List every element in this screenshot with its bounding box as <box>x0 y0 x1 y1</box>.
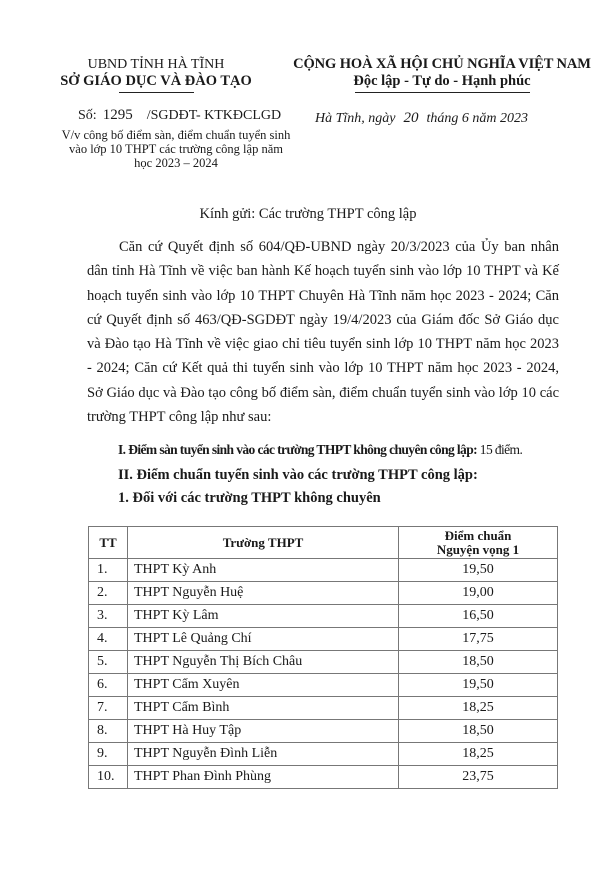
number-suffix: /SGDĐT- KTKĐCLGD <box>146 108 282 123</box>
header-score-line2: Nguyện vọng 1 <box>436 541 520 557</box>
row-school: THPT Nguyễn Đình Liễn <box>128 743 399 766</box>
row-score: 18,50 <box>399 720 558 743</box>
table-header-row <box>89 527 558 559</box>
row-tt: 3. <box>89 605 128 628</box>
row-school: THPT Kỳ Anh <box>128 559 399 582</box>
row-school: THPT Nguyễn Thị Bích Châu <box>128 651 399 674</box>
date-suffix: tháng 6 năm 2023 <box>426 111 528 126</box>
row-score: 23,75 <box>399 766 558 789</box>
section-floor-score <box>118 442 522 458</box>
row-tt: 2. <box>89 582 128 605</box>
number-value: 1295 <box>102 107 133 123</box>
row-school: THPT Kỳ Lâm <box>128 605 399 628</box>
row-score: 19,50 <box>399 559 558 582</box>
recipient-line: Kính gửi: Các trường THPT công lập <box>199 206 417 222</box>
row-score: 17,75 <box>399 628 558 651</box>
row-score: 16,50 <box>399 605 558 628</box>
row-tt: 1. <box>89 559 128 582</box>
body-paragraph: Căn cứ Quyết định số 604/QĐ-UBND ngày 20/3/2023 của Ủy ban nhân dân tỉnh Hà Tĩnh về việc ban hành Kế hoạch tuyển sinh vào lớp 10 THPT và Kế hoạch tuyển sinh vào lớp 10 THPT Chuyên Hà Tĩnh năm học 2023 - 2024; Căn cứ Quyết định số 463/QĐ-SGDĐT ngày 19/4/2023 của Giám đốc Sở Giáo dục và Đào tạo Hà Tĩnh về việc giao chỉ tiêu tuyển sinh lớp 10 THPT năm học 2023 - 2024; Căn cứ Kết quả thi tuyển sinh vào lớp 10 THPT năm học 2023 - 2024, Sở Giáo dục và Đào tạo công bố điểm sàn, điểm chuẩn tuyển sinh vào lớp 10 các trường THPT công lập như sau: <box>87 239 559 426</box>
motto-underline <box>355 92 530 93</box>
document-number <box>78 107 281 124</box>
table-row <box>89 697 558 720</box>
benchmark-score-table <box>88 526 558 789</box>
subsection-non-specialized-heading: 1. Đối với các trường THPT không chuyên <box>118 490 381 506</box>
table-row <box>89 605 558 628</box>
row-score: 18,25 <box>399 743 558 766</box>
table-row <box>89 743 558 766</box>
row-tt: 6. <box>89 674 128 697</box>
table-row <box>89 628 558 651</box>
row-score: 18,50 <box>399 651 558 674</box>
table-row <box>89 559 558 582</box>
issuing-agency-block <box>40 56 272 93</box>
row-school: THPT Hà Huy Tập <box>128 720 399 743</box>
row-tt: 10. <box>89 766 128 789</box>
row-tt: 9. <box>89 743 128 766</box>
row-school: THPT Nguyễn Huệ <box>128 582 399 605</box>
section-floor-score-label: I. Điểm sàn tuyển sinh vào các trường THPT không chuyên công lập: <box>118 442 478 457</box>
national-header-block <box>292 56 592 93</box>
row-tt: 4. <box>89 628 128 651</box>
row-school: THPT Phan Đình Phùng <box>128 766 399 789</box>
row-score: 19,00 <box>399 582 558 605</box>
number-label: Số: <box>78 108 97 123</box>
section-floor-score-value: 15 điểm. <box>477 442 523 457</box>
date-prefix: Hà Tĩnh, ngày <box>315 111 396 126</box>
row-tt: 8. <box>89 720 128 743</box>
agency-underline <box>119 92 194 93</box>
agency-parent: UBND TỈNH HÀ TĨNH <box>87 57 225 72</box>
header-score-line1: Điểm chuẩn <box>444 527 512 543</box>
national-motto: Độc lập - Tự do - Hạnh phúc <box>353 73 531 89</box>
row-school: THPT Cẩm Bình <box>128 697 399 720</box>
row-school: THPT Lê Quảng Chí <box>128 628 399 651</box>
header-score <box>399 527 558 559</box>
agency-name: SỞ GIÁO DỤC VÀ ĐÀO TẠO <box>60 73 252 89</box>
table-row <box>89 651 558 674</box>
table-row <box>89 674 558 697</box>
row-score: 19,50 <box>399 674 558 697</box>
row-tt: 5. <box>89 651 128 674</box>
header-tt: TT <box>89 527 128 559</box>
nation-title: CỘNG HOÀ XÃ HỘI CHỦ NGHĨA VIỆT NAM <box>293 56 591 72</box>
document-subject: V/v công bố điểm sàn, điểm chuẩn tuyển sinh vào lớp 10 THPT các trường công lập năm học 2023 – 2024 <box>61 128 291 170</box>
date-day: 20 <box>403 110 419 126</box>
table-row <box>89 720 558 743</box>
document-date <box>315 110 528 127</box>
row-school: THPT Cẩm Xuyên <box>128 674 399 697</box>
section-benchmark-heading: II. Điểm chuẩn tuyển sinh vào các trường THPT công lập: <box>118 467 478 483</box>
header-school: Trường THPT <box>128 527 399 559</box>
table-row <box>89 766 558 789</box>
row-score: 18,25 <box>399 697 558 720</box>
table-row <box>89 582 558 605</box>
row-tt: 7. <box>89 697 128 720</box>
